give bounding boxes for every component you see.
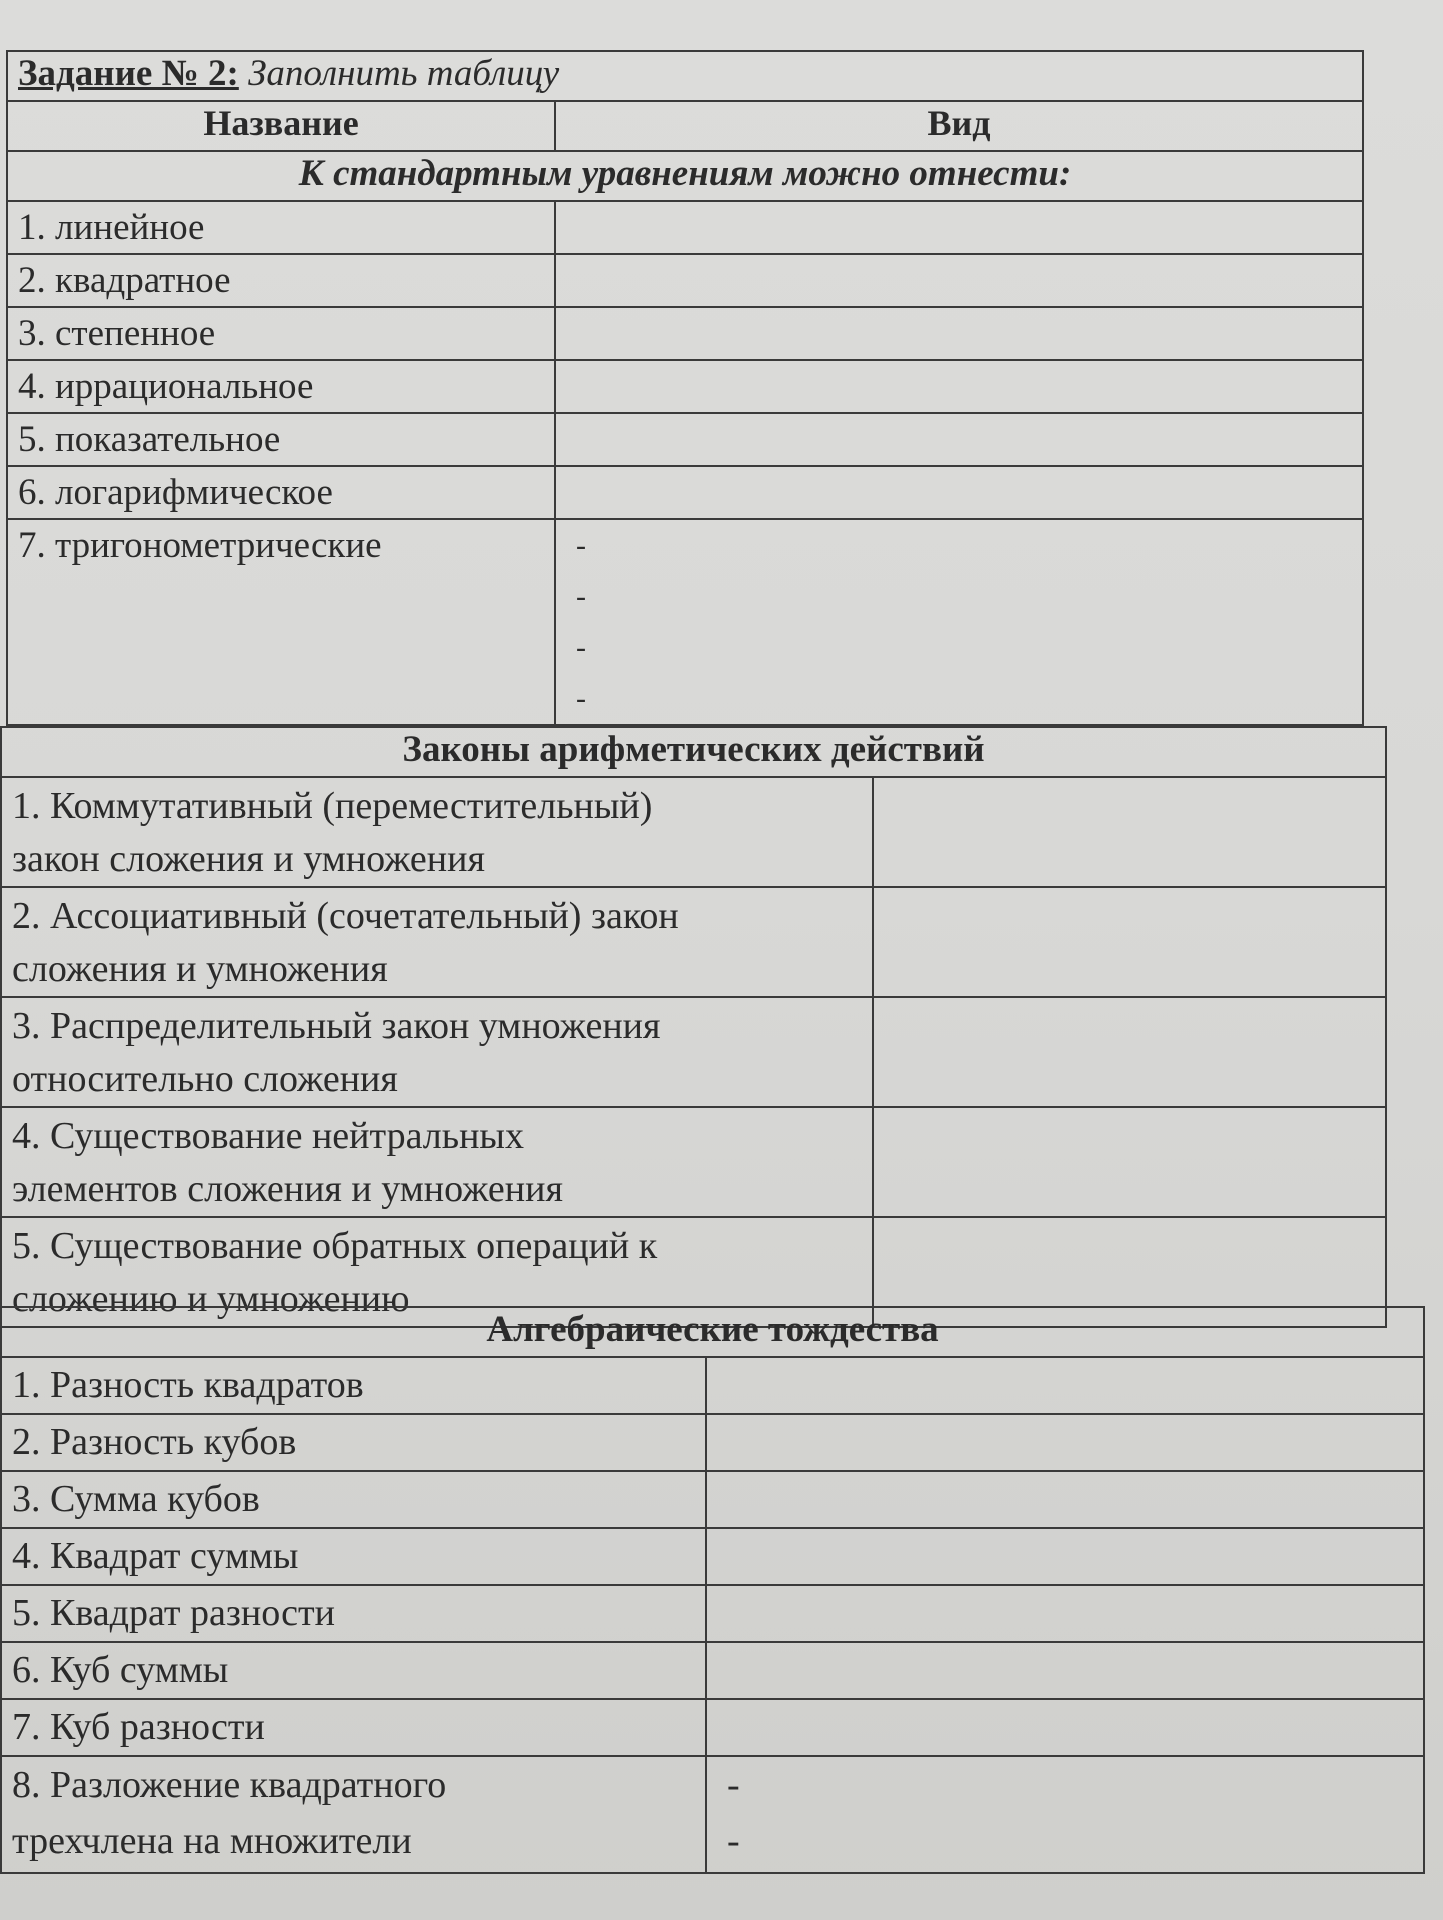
answer-cell[interactable] <box>873 997 1386 1107</box>
identities-table <box>0 1306 1425 1874</box>
law-line: 1. Коммутативный (переместительный) <box>12 785 653 827</box>
table-row <box>1 1528 1424 1585</box>
answer-cell[interactable] <box>555 519 1363 725</box>
section-row <box>1 727 1386 777</box>
header-kind: Вид <box>555 101 1363 151</box>
identity-line: трехчлена на множители <box>12 1820 412 1862</box>
dash-mark: - <box>576 580 586 613</box>
law-line: 3. Распределительный закон умножения <box>12 1005 661 1047</box>
table-row <box>7 254 1363 307</box>
answer-cell[interactable] <box>555 307 1363 360</box>
equation-name: 4. иррациональное <box>7 360 555 413</box>
law-line: сложению и умножению <box>12 1278 410 1320</box>
law-line: элементов сложения и умножения <box>12 1168 563 1210</box>
table-row <box>1 1357 1424 1414</box>
answer-cell[interactable] <box>706 1471 1424 1528</box>
law-line: закон сложения и умножения <box>12 838 485 880</box>
law-name <box>1 887 873 997</box>
header-row <box>7 101 1363 151</box>
answer-cell[interactable] <box>555 254 1363 307</box>
table-row <box>7 201 1363 254</box>
law-line: 2. Ассоциативный (сочетательный) закон <box>12 895 679 937</box>
table-row <box>1 1471 1424 1528</box>
table-row <box>1 1107 1386 1217</box>
identity-name: 2. Разность кубов <box>1 1414 706 1471</box>
identity-name <box>1 1756 706 1873</box>
answer-cell[interactable] <box>873 1107 1386 1217</box>
task-text: Заполнить таблицу <box>248 53 560 94</box>
header-name: Название <box>7 101 555 151</box>
answer-cell[interactable] <box>706 1357 1424 1414</box>
answer-cell[interactable] <box>706 1585 1424 1642</box>
task-heading <box>7 51 1363 101</box>
section-laws: Законы арифметических действий <box>1 727 1386 777</box>
law-line: относительно сложения <box>12 1058 398 1100</box>
dash-mark: - <box>727 1764 740 1806</box>
answer-cell[interactable] <box>555 360 1363 413</box>
task-row <box>7 51 1363 101</box>
section-equations: К стандартным уравнениям можно отнести: <box>7 151 1363 201</box>
section-row <box>1 1307 1424 1357</box>
table-row <box>7 413 1363 466</box>
equations-table <box>6 50 1364 726</box>
laws-table <box>0 726 1387 1328</box>
law-line: 4. Существование нейтральных <box>12 1115 524 1157</box>
answer-cell[interactable] <box>555 413 1363 466</box>
answer-cell[interactable] <box>873 887 1386 997</box>
identity-line: 8. Разложение квадратного <box>12 1764 447 1806</box>
dash-mark: - <box>727 1820 740 1862</box>
identity-name: 4. Квадрат суммы <box>1 1528 706 1585</box>
answer-cell[interactable] <box>555 201 1363 254</box>
law-name <box>1 1107 873 1217</box>
dash-mark: - <box>576 631 586 664</box>
equation-name: 7. тригонометрические <box>7 519 555 725</box>
law-name <box>1 777 873 887</box>
table-row <box>1 777 1386 887</box>
table-row <box>1 1585 1424 1642</box>
law-line: сложения и умножения <box>12 948 388 990</box>
table-row <box>1 997 1386 1107</box>
table-row <box>7 360 1363 413</box>
answer-cell[interactable] <box>706 1699 1424 1756</box>
table-row <box>1 1756 1424 1873</box>
dash-mark: - <box>576 682 586 715</box>
identity-name: 6. Куб суммы <box>1 1642 706 1699</box>
answer-cell[interactable] <box>706 1756 1424 1873</box>
answer-cell[interactable] <box>873 777 1386 887</box>
equation-name: 6. логарифмическое <box>7 466 555 519</box>
equation-name: 1. линейное <box>7 201 555 254</box>
table-row <box>7 466 1363 519</box>
task-label: Задание № 2: <box>18 53 239 94</box>
table-row <box>1 1699 1424 1756</box>
identity-name: 7. Куб разности <box>1 1699 706 1756</box>
section-identities: Алгебраические тождества <box>1 1307 1424 1357</box>
table-row <box>1 1414 1424 1471</box>
answer-cell[interactable] <box>706 1642 1424 1699</box>
equation-name: 5. показательное <box>7 413 555 466</box>
law-name <box>1 997 873 1107</box>
answer-cell[interactable] <box>706 1414 1424 1471</box>
table-row <box>7 307 1363 360</box>
table-row <box>7 519 1363 725</box>
law-line: 5. Существование обратных операций к <box>12 1225 658 1267</box>
equation-name: 3. степенное <box>7 307 555 360</box>
table-row <box>1 1642 1424 1699</box>
section-row <box>7 151 1363 201</box>
table-row <box>1 887 1386 997</box>
identity-name: 3. Сумма кубов <box>1 1471 706 1528</box>
identity-name: 1. Разность квадратов <box>1 1357 706 1414</box>
answer-cell[interactable] <box>555 466 1363 519</box>
answer-cell[interactable] <box>706 1528 1424 1585</box>
identity-name: 5. Квадрат разности <box>1 1585 706 1642</box>
dash-mark: - <box>576 529 586 562</box>
equation-name: 2. квадратное <box>7 254 555 307</box>
